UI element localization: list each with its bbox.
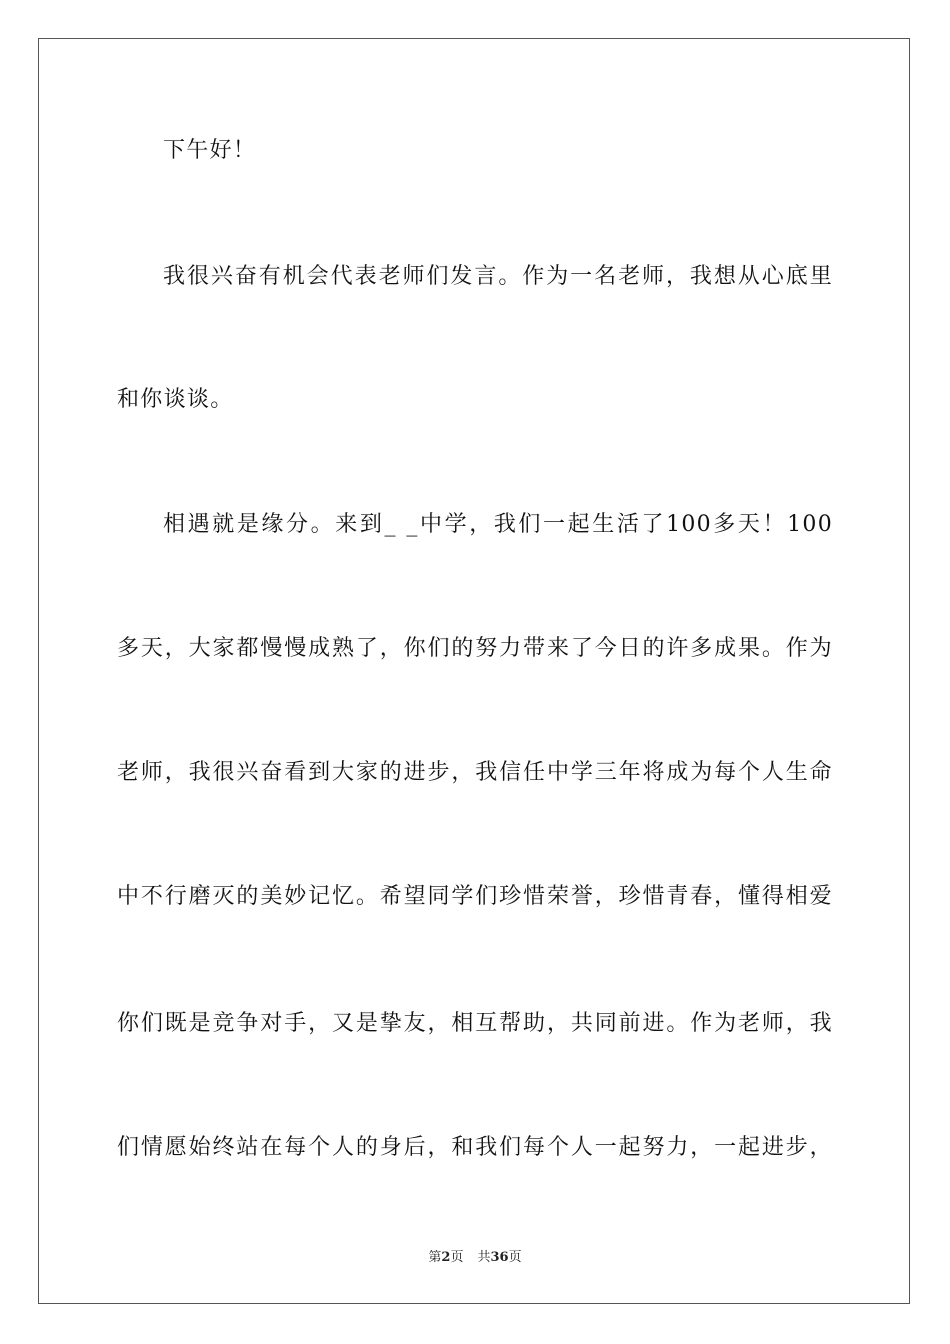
page-prefix: 第 <box>428 1250 442 1265</box>
text-line: 下午好！ <box>163 138 257 163</box>
page-number: 2 <box>441 1250 451 1265</box>
text-line: 和你谈谈。 <box>117 387 234 412</box>
total-suffix: 页 <box>508 1250 522 1265</box>
total-pages: 36 <box>490 1250 509 1265</box>
text-line: 相遇就是缘分。来到_ _中学，我们一起生活了100多天！100 <box>163 512 833 537</box>
total-prefix: 共 <box>477 1250 491 1265</box>
text-line: 多天，大家都慢慢成熟了，你们的努力带来了今日的许多成果。作为 <box>117 636 833 661</box>
text-line: 你们既是竞争对手，又是挚友，相互帮助，共同前进。作为老师，我 <box>117 1011 833 1036</box>
text-line: 老师，我很兴奋看到大家的进步，我信任中学三年将成为每个人生命 <box>117 760 833 785</box>
text-line: 中不行磨灭的美妙记忆。希望同学们珍惜荣誉，珍惜青春，懂得相爱 <box>117 884 833 909</box>
page-footer <box>0 1249 950 1267</box>
page-suffix: 页 <box>450 1250 464 1265</box>
page-frame <box>38 38 910 1304</box>
text-line: 我很兴奋有机会代表老师们发言。作为一名老师，我想从心底里 <box>163 264 833 289</box>
text-line: 们情愿始终站在每个人的身后，和我们每个人一起努力，一起进步， <box>117 1135 833 1160</box>
